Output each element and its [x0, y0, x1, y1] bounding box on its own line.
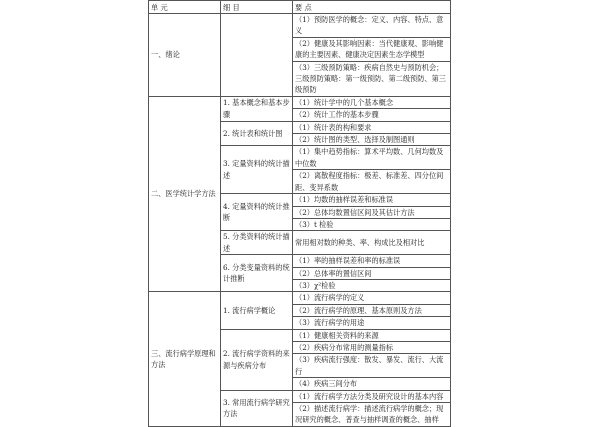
unit-cell: 三、流行病学原理和方法	[149, 292, 221, 426]
point-cell: （2）总体率的置信区间	[293, 267, 451, 279]
syllabus-page	[148, 0, 450, 425]
table-row	[149, 96, 451, 108]
point-cell: 常用相对数的种类、率、构成比及相对比	[293, 231, 451, 255]
point-cell: （2）流行病学的原理、基本原则及方法	[293, 304, 451, 316]
point-cell: （2）离散程度指标：极差、标准差、四分位间距、变异系数	[293, 170, 451, 194]
detail-cell: 2. 流行病学资料的来源与疾病分布	[221, 329, 293, 390]
detail-cell: 5. 分类资料的统计描述	[221, 231, 293, 255]
point-cell: （3）χ²检验	[293, 279, 451, 291]
point-cell: （2）健康及其影响因素：当代健康观、影响健康的主要因素、健康决定因素生态学模型	[293, 37, 451, 61]
detail-cell: 3. 定量资料的统计描述	[221, 146, 293, 194]
point-cell: （1）集中趋势指标：算术平均数、几何均数及中位数	[293, 146, 451, 170]
point-cell: （3）三级预防策略：疾病自然史与预防机会；三级预防策略：第一级预防、第二级预防、第三级预防	[293, 61, 451, 96]
header-detail: 细 目	[221, 1, 293, 14]
syllabus-table	[148, 0, 451, 427]
header-unit: 单 元	[149, 1, 221, 14]
point-cell: （1）流行病学的定义	[293, 292, 451, 304]
point-cell: （1）均数的抽样误差和标准误	[293, 194, 451, 206]
detail-cell: 3. 常用流行病学研究方法	[221, 390, 293, 426]
detail-cell: 6. 分类变量资料的统计推断	[221, 255, 293, 292]
point-cell: （4）疾病三间分布	[293, 378, 451, 390]
point-cell: （1）预防医学的概念：定义、内容、特点、意义	[293, 14, 451, 38]
point-cell: （2）疾病分布常用的测量指标	[293, 341, 451, 353]
unit-cell: 二、医学统计学方法	[149, 96, 221, 292]
point-cell: （3）疾病流行强度：散发、暴发、流行、大流行	[293, 354, 451, 378]
header-row	[149, 1, 451, 14]
point-cell: （1）流行病学方法分类及研究设计的基本内容	[293, 390, 451, 402]
point-cell: （1）健康相关资料的来源	[293, 329, 451, 341]
detail-cell: 2. 统计表和统计图	[221, 121, 293, 146]
point-cell: （1）统计表的构和要求	[293, 121, 451, 133]
point-cell: （1）统计学中的几个基本概念	[293, 96, 451, 108]
detail-cell: 1. 流行病学概论	[221, 292, 293, 329]
point-cell: （2）总体均数置信区间及其估计方法	[293, 206, 451, 218]
point-cell: （3）流行病学的用途	[293, 317, 451, 329]
syllabus-body	[149, 14, 451, 427]
point-cell: （3）t 检验	[293, 218, 451, 230]
point-cell: （1）率的抽样误差和率的标准误	[293, 255, 451, 267]
point-cell: （2）统计图的类型、选择及制图通则	[293, 134, 451, 146]
detail-cell: 1. 基本概念和基本步骤	[221, 96, 293, 121]
table-row	[149, 14, 451, 38]
unit-cell: 一、绪论	[149, 14, 221, 97]
table-row	[149, 292, 451, 304]
point-cell: （2）描述流行病学：描述流行病学的概念；现况研究的概念、普查与抽样调查的概念、抽样	[293, 403, 451, 427]
detail-cell	[221, 14, 293, 97]
detail-cell: 4. 定量资料的统计推断	[221, 194, 293, 231]
point-cell: （2）统计工作的基本步骤	[293, 109, 451, 121]
header-points: 要 点	[293, 1, 451, 14]
